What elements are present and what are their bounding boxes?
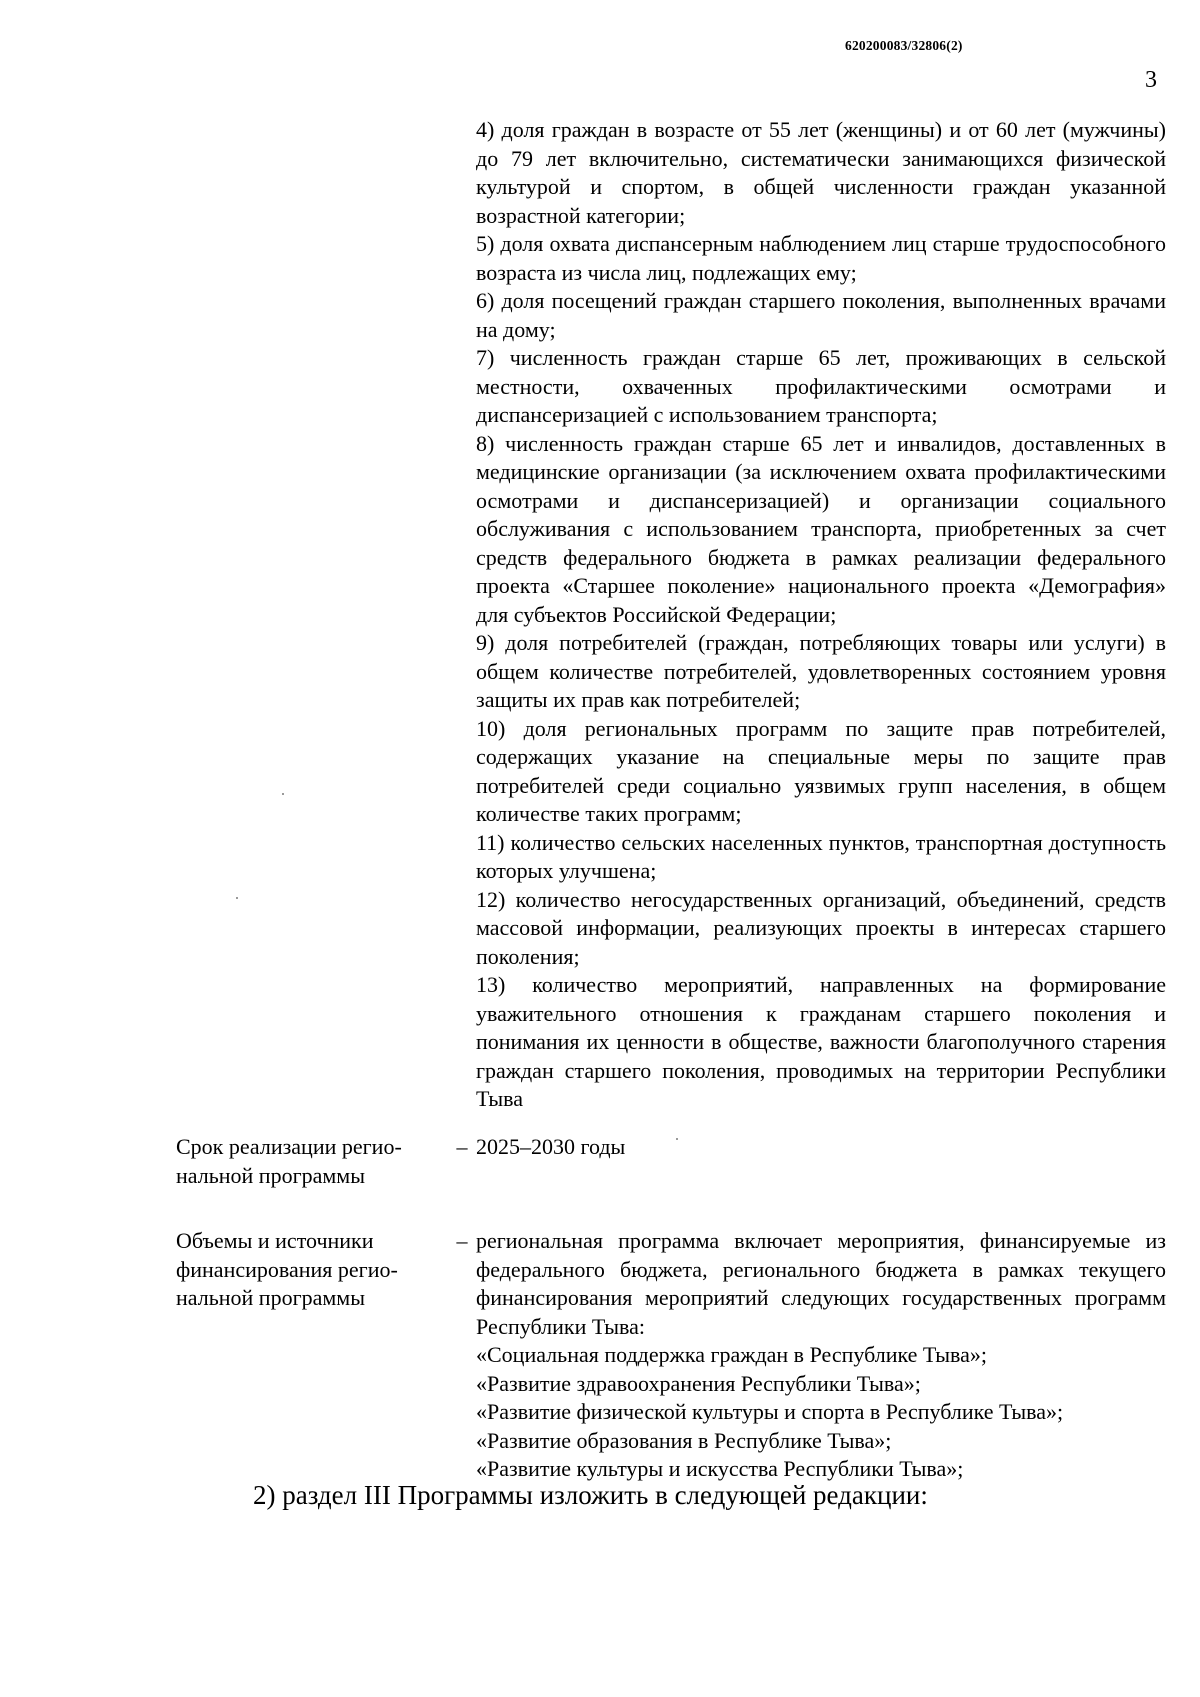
funding-label bbox=[176, 1227, 448, 1484]
scan-speck bbox=[236, 897, 238, 899]
section-instruction: 2) раздел III Программы изложить в следующей редакции: bbox=[253, 1480, 928, 1510]
label-line: нальной программы bbox=[176, 1162, 365, 1188]
indicator-item: 8) численность граждан старше 65 лет и инвалидов, доставленных в медицинские организации (за исключением охвата профилактическими осмотрами и диспансеризацией) и организации социального обслуживания с использованием транспорта, приобретенных за счет средств федерального бюджета в рамках реализации федерального проекта «Старшее поколение» национального проекта «Демография» для субъектов Российской Федерации; bbox=[476, 430, 1166, 627]
label-line: Объемы и источники bbox=[176, 1228, 374, 1253]
funding-intro: региональная программа включает мероприятия, финансируемые из федерального бюджета, регионального бюджета в рамках текущего финансирования мероприятий следующих государственных программ Республики Тыва: bbox=[476, 1228, 1166, 1339]
indicator-item: 5) доля охвата диспансерным наблюдением лиц старше трудоспособного возраста из числа лиц, подлежащих ему; bbox=[476, 231, 1166, 285]
indicator-item: 10) доля региональных программ по защите прав потребителей, содержащих указание на специальные меры по защите прав потребителей среди социально уязвимых групп населения, в общем количестве таких программ; bbox=[476, 715, 1166, 826]
label-line: финансирования регио- bbox=[176, 1256, 398, 1282]
indicator-item: 6) доля посещений граждан старшего поколения, выполненных врачами на дому; bbox=[476, 288, 1166, 342]
funding-program-item: «Развитие физической культуры и спорта в Республике Тыва»; bbox=[476, 1399, 1064, 1424]
implementation-period-label bbox=[176, 1133, 448, 1190]
indicator-item: 11) количество сельских населенных пунктов, транспортная доступность которых улучшена; bbox=[476, 829, 1166, 883]
indicator-item: 7) численность граждан старше 65 лет, проживающих в сельской местности, охваченных профилактическими осмотрами и диспансеризацией с использованием транспорта; bbox=[476, 345, 1166, 427]
document-registration-number: 620200083/32806(2) bbox=[845, 38, 963, 53]
funding-value bbox=[476, 1227, 1166, 1484]
row-dash: – bbox=[456, 1134, 468, 1159]
indicator-item: 12) количество негосударственных организаций, объединений, средств массовой информации, реализующих проекты в интересах старшего поколения; bbox=[476, 886, 1166, 969]
page-number: 3 bbox=[1145, 67, 1157, 93]
scan-speck bbox=[282, 793, 284, 795]
implementation-period-row bbox=[176, 1133, 1171, 1190]
funding-program-item: «Развитие культуры и искусства Республики Тыва»; bbox=[476, 1456, 964, 1481]
funding-program-item: «Развитие здравоохранения Республики Тыва»; bbox=[476, 1370, 921, 1396]
label-line: Срок реализации регио- bbox=[176, 1134, 402, 1159]
row-dash: – bbox=[456, 1228, 468, 1253]
funding-row bbox=[176, 1227, 1171, 1484]
funding-program-item: «Социальная поддержка граждан в Республике Тыва»; bbox=[476, 1342, 987, 1367]
indicators-list bbox=[476, 116, 1166, 1114]
implementation-period-value: 2025–2030 годы bbox=[476, 1134, 626, 1159]
indicator-item: 4) доля граждан в возрасте от 55 лет (женщины) и от 60 лет (мужчины) до 79 лет включительно, систематически занимающихся физической культурой и спортом, в общей численности граждан указанной возрастной категории; bbox=[476, 117, 1166, 228]
scan-speck bbox=[676, 1138, 678, 1140]
funding-program-item: «Развитие образования в Республике Тыва»; bbox=[476, 1427, 892, 1453]
indicator-item: 9) доля потребителей (граждан, потребляющих товары или услуги) в общем количестве потребителей, удовлетворенных состоянием уровня защиты их прав как потребителей; bbox=[476, 630, 1166, 712]
label-line: нальной программы bbox=[176, 1285, 365, 1310]
indicator-item: 13) количество мероприятий, направленных на формирование уважительного отношения к гражданам старшего поколения и понимания их ценности в обществе, важности благополучного старения граждан старшего поколения, проводимых на территории Республики Тыва bbox=[476, 972, 1166, 1111]
